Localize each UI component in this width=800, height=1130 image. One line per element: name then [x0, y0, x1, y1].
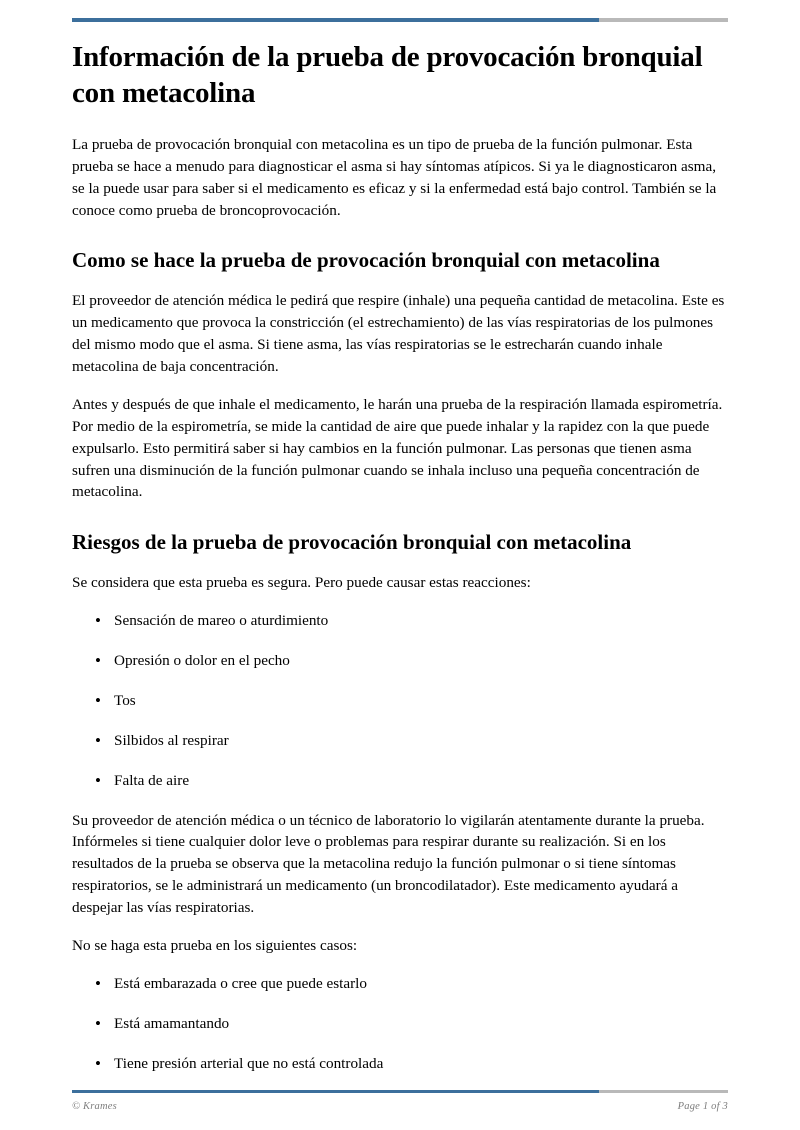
risks-list [72, 610, 728, 791]
copyright-text: © Krames [72, 1101, 117, 1112]
list-item: • Falta de aire [114, 770, 728, 792]
procedure-paragraph-2: Antes y después de que inhale el medicamento, le harán una prueba de la respiración llamada espirometría. Por medio de la espirometría, se mide la cantidad de aire que puede inhalar y la rapidez con la que puede expulsarlo. Esto permitirá saber si hay cambios en la función pulmonar. Las personas que tienen asma sufren una disminución de la función pulmonar cuando se inhala incluso una pequeña concentración de metacolina. [72, 395, 723, 501]
footer-rule-accent-segment [72, 1090, 599, 1093]
list-item: • Sensación de mareo o aturdimiento [114, 610, 728, 632]
footer-rule-grey-segment [599, 1090, 728, 1093]
contraindications-lead: No se haga esta prueba en los siguientes casos: [72, 937, 358, 955]
intro-paragraph: La prueba de provocación bronquial con metacolina es un tipo de prueba de la función pulmonar. Esta prueba se hace a menudo para diagnosticar el asma si hay síntomas atípicos. Si ya le diagnosticaron asma, se la puede usar para saber si el medicamento es eficaz y si la enfermedad está bajo control. También se la conoce como prueba de broncoprovocación. [72, 135, 717, 219]
procedure-paragraph-1: El proveedor de atención médica le pedirá que respire (inhale) una pequeña cantidad de metacolina. Este es un medicamento que provoca la constricción (el estrechamiento) de las vías respiratorias de los pulmones del mismo modo que el asma. Si tiene asma, las vías respiratorias se le estrecharán cuando inhale metacolina de baja concentración. [72, 292, 725, 376]
list-item: • Tiene presión arterial que no está controlada [114, 1053, 728, 1075]
monitoring-paragraph: Su proveedor de atención médica o un técnico de laboratorio lo vigilarán atentamente durante la prueba. Infórmeles si tiene cualquier dolor leve o problemas para respirar durante su realización. Si en los resultados de la prueba se observa que la metacolina redujo la función pulmonar o si tiene síntomas respiratorios, se le administrará un medicamento (un broncodilatador). Este medicamento ayudará a despejar las vías respiratorias. [72, 811, 705, 917]
list-item: • Opresión o dolor en el pecho [114, 650, 728, 672]
header-rule [72, 18, 728, 22]
page-number: Page 1 of 3 [677, 1101, 728, 1112]
list-item: • Está embarazada o cree que puede estarlo [114, 973, 728, 995]
risks-lead-paragraph: Se considera que esta prueba es segura. Pero puede causar estas reacciones: [72, 574, 531, 592]
list-item: • Tos [114, 690, 728, 712]
header-rule-accent-segment [72, 18, 599, 22]
section-heading-procedure: Como se hace la prueba de provocación bronquial con metacolina [72, 248, 660, 273]
page-footer [72, 1101, 728, 1112]
page-title: Información de la prueba de provocación bronquial con metacolina [72, 41, 703, 109]
section-heading-risks: Riesgos de la prueba de provocación bronquial con metacolina [72, 530, 632, 555]
list-item: • Silbidos al respirar [114, 730, 728, 752]
list-item: • Está amamantando [114, 1013, 728, 1035]
header-rule-grey-segment [599, 18, 728, 22]
footer-rule [72, 1090, 728, 1093]
document-content [72, 0, 728, 1075]
contraindications-list [72, 973, 728, 1075]
